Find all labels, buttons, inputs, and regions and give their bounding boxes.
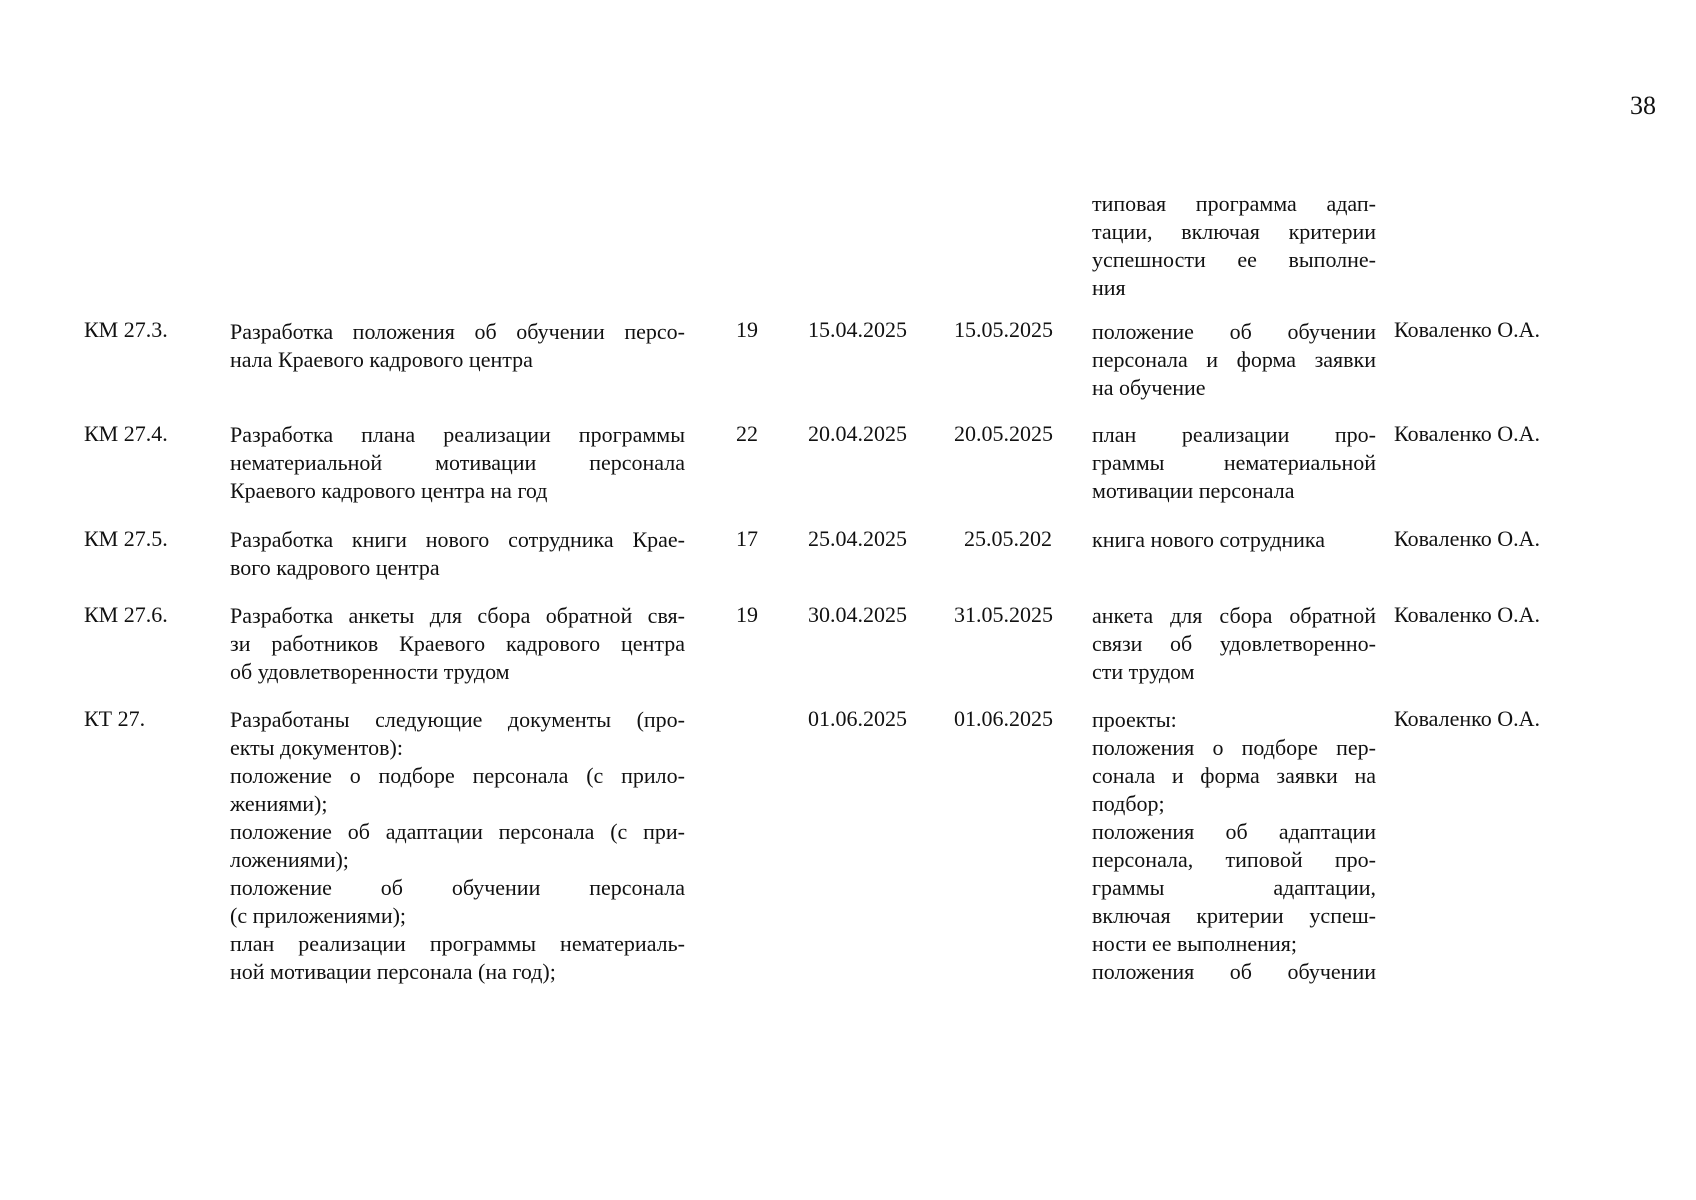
name-line: нала Краевого кадрового центра (230, 347, 533, 372)
result-line: положения о подборе пер- (1092, 735, 1376, 760)
row-end-date: 01.06.2025 (954, 706, 1053, 731)
result-line: персонала и форма заявки (1092, 347, 1376, 372)
page-number: 38 (1630, 91, 1656, 120)
row-name (230, 706, 685, 986)
row-responsible: Коваленко О.А. (1394, 421, 1540, 446)
row-days: 19 (736, 602, 758, 627)
row-code: КМ 27.5. (84, 526, 168, 551)
row-responsible: Коваленко О.А. (1394, 706, 1540, 731)
result-line: включая критерии успеш- (1092, 903, 1376, 928)
row-end-date: 20.05.2025 (954, 421, 1053, 446)
result-line: книга нового сотрудника (1092, 527, 1326, 552)
row-start-date: 20.04.2025 (808, 421, 907, 446)
result-line: анкета для сбора обратной (1092, 603, 1376, 628)
result-line: мотивации персонала (1092, 478, 1295, 503)
name-line: вого кадрового центра (230, 555, 440, 580)
row-name (230, 421, 685, 505)
name-line: положение об адаптации персонала (с при- (230, 819, 685, 844)
row-days: 22 (736, 421, 758, 446)
result-line: сти трудом (1092, 659, 1195, 684)
name-line: (с приложениями); (230, 903, 407, 928)
name-line: Разработка анкеты для сбора обратной свя- (230, 603, 685, 628)
row-end-date: 15.05.2025 (954, 317, 1053, 342)
row-start-date: 15.04.2025 (808, 317, 907, 342)
continuation-result-cell (1092, 190, 1376, 302)
result-line: на обучение (1092, 375, 1206, 400)
row-name (230, 318, 685, 374)
name-line: Разработка книги нового сотрудника Крае- (230, 527, 685, 552)
row-result (1092, 526, 1376, 554)
row-code: КМ 27.4. (84, 421, 168, 446)
row-result (1092, 421, 1376, 505)
result-line: тации, включая критерии (1092, 219, 1376, 244)
row-code: КТ 27. (84, 706, 146, 731)
row-code: КМ 27.3. (84, 317, 168, 342)
row-start-date: 30.04.2025 (808, 602, 907, 627)
row-days: 17 (736, 526, 758, 551)
row-end-date: 31.05.2025 (954, 602, 1053, 627)
name-line: нематериальной мотивации персонала (230, 450, 685, 475)
row-result (1092, 318, 1376, 402)
result-line: типовая программа адап- (1092, 191, 1376, 216)
row-name (230, 602, 685, 686)
row-code: КМ 27.6. (84, 602, 168, 627)
result-line: положения об адаптации (1092, 819, 1376, 844)
name-line: положение о подборе персонала (с прило- (230, 763, 685, 788)
result-line: положения об обучении (1092, 959, 1376, 984)
row-name (230, 526, 685, 582)
result-line: сонала и форма заявки на (1092, 763, 1376, 788)
result-line: успешности ее выполне- (1092, 247, 1376, 272)
row-end-date: 25.05.202 (964, 526, 1052, 551)
row-responsible: Коваленко О.А. (1394, 317, 1540, 342)
name-line: Краевого кадрового центра на год (230, 478, 548, 503)
result-line: план реализации про- (1092, 422, 1376, 447)
name-line: ной мотивации персонала (на год); (230, 959, 556, 984)
result-line: проекты: (1092, 707, 1177, 732)
name-line: екты документов): (230, 735, 403, 760)
name-line: Разработаны следующие документы (про- (230, 707, 685, 732)
row-result (1092, 602, 1376, 686)
result-line: граммы нематериальной (1092, 450, 1376, 475)
result-line: положение об обучении (1092, 319, 1376, 344)
result-line: ния (1092, 275, 1126, 300)
result-line: персонала, типовой про- (1092, 847, 1376, 872)
row-responsible: Коваленко О.А. (1394, 602, 1540, 627)
name-line: Разработка положения об обучении персо- (230, 319, 685, 344)
name-line: Разработка плана реализации программы (230, 422, 685, 447)
row-start-date: 25.04.2025 (808, 526, 907, 551)
result-line: подбор; (1092, 791, 1165, 816)
name-line: жениями); (230, 791, 328, 816)
name-line: об удовлетворенности трудом (230, 659, 510, 684)
name-line: ложениями); (230, 847, 349, 872)
result-line: граммы адаптации, (1092, 875, 1376, 900)
name-line: зи работников Краевого кадрового центра (230, 631, 685, 656)
row-responsible: Коваленко О.А. (1394, 526, 1540, 551)
name-line: план реализации программы нематериаль- (230, 931, 685, 956)
result-line: ности ее выполнения; (1092, 931, 1297, 956)
result-line: связи об удовлетворенно- (1092, 631, 1376, 656)
row-start-date: 01.06.2025 (808, 706, 907, 731)
row-result (1092, 706, 1376, 986)
row-days: 19 (736, 317, 758, 342)
name-line: положение об обучении персонала (230, 875, 685, 900)
